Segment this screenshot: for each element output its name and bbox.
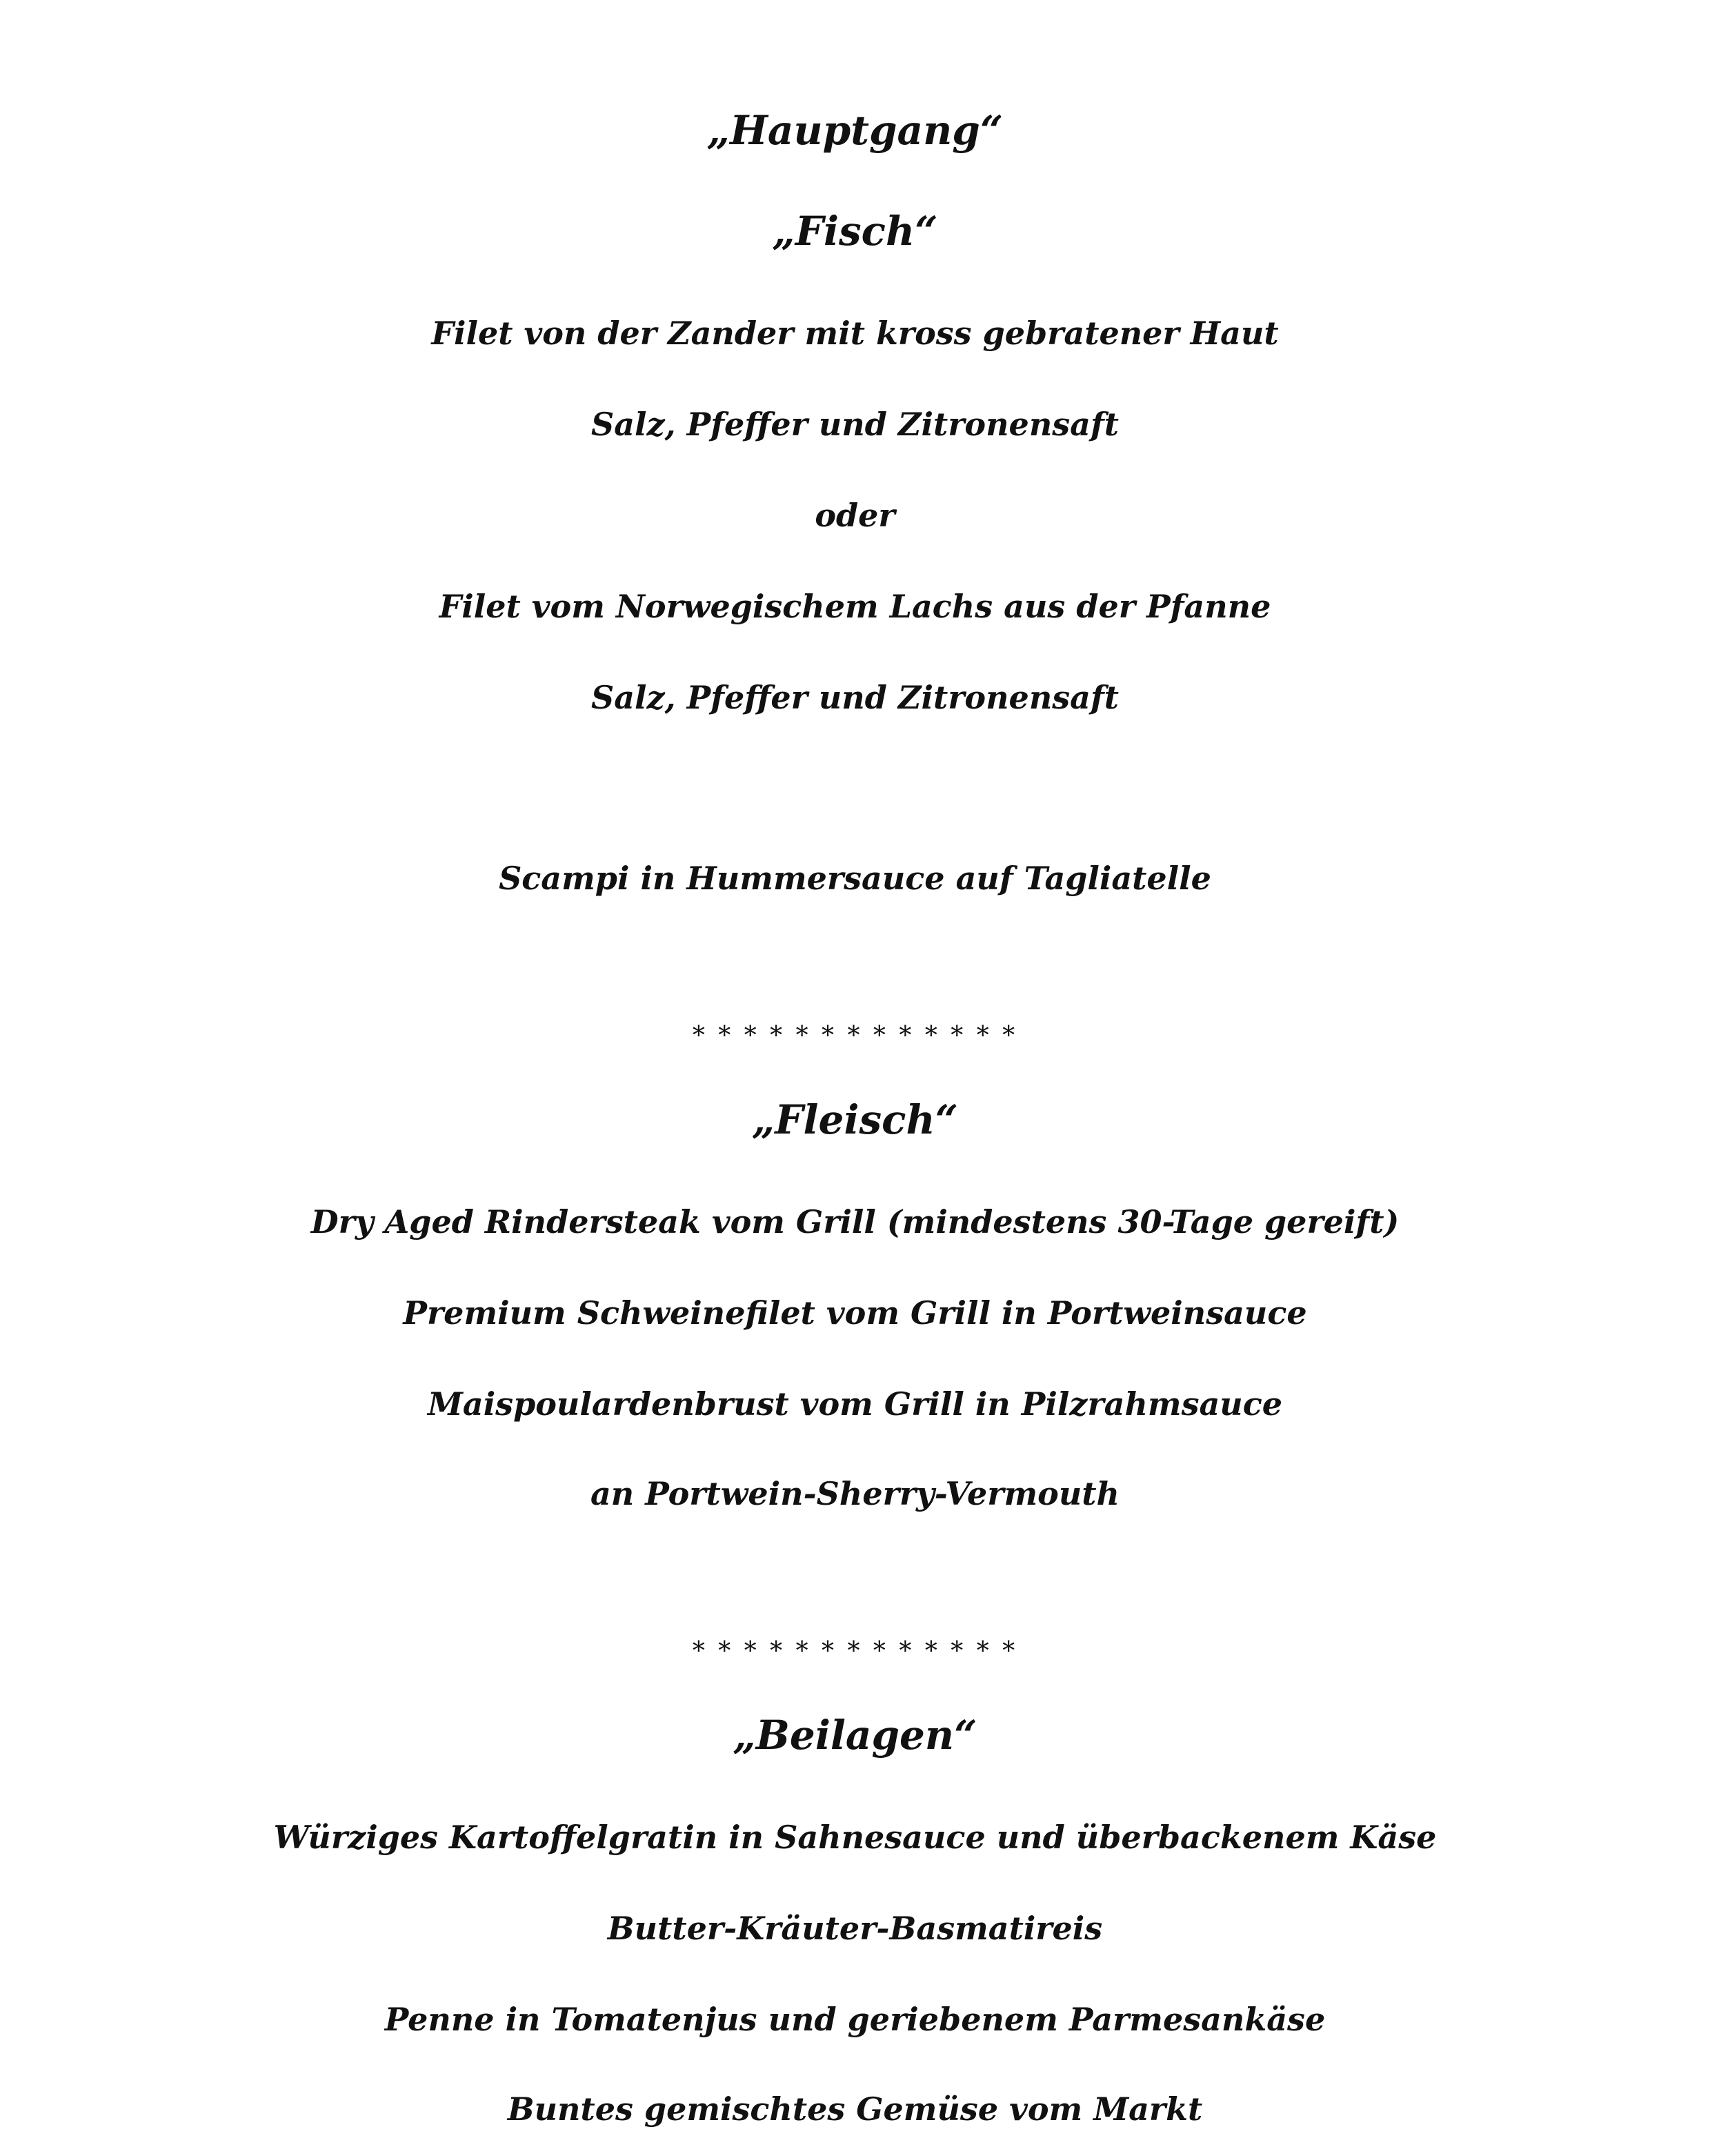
fish-heading: „Fisch“ (772, 208, 938, 255)
fish-item-seasoning-1: Salz, Pfeffer und Zitronensaft (590, 406, 1120, 443)
fish-item-lachs: Filet vom Norwegischem Lachs aus der Pfanne (439, 588, 1271, 625)
fish-item-seasoning-2: Salz, Pfeffer und Zitronensaft (590, 679, 1120, 716)
separator: * * * * * * * * * * * * * (692, 1637, 1018, 1665)
fish-item-zander: Filet von der Zander mit kross gebratener Haut (431, 315, 1279, 352)
fish-item-oder: oder (815, 497, 895, 534)
meat-heading: „Fleisch“ (751, 1096, 958, 1143)
meat-item-maispoularde: Maispoulardenbrust vom Grill in Pilzrahmsauce (427, 1385, 1282, 1423)
sides-item-basmatireis: Butter-Kräuter-Basmatireis (607, 1910, 1103, 1947)
meat-item-schweinefilet: Premium Schweinefilet vom Grill in Portweinsauce (403, 1294, 1307, 1332)
sides-item-kartoffelgratin: Würziges Kartoffelgratin in Sahnesauce und überbackenem Käse (273, 1819, 1437, 1856)
meat-item-portwein: an Portwein-Sherry-Vermouth (590, 1475, 1120, 1512)
sides-heading: „Beilagen“ (733, 1712, 977, 1759)
sides-item-penne: Penne in Tomatenjus und geriebenem Parmesankäse (384, 2001, 1326, 2038)
main-course-heading: „Hauptgang“ (706, 107, 1004, 154)
separator: * * * * * * * * * * * * * (692, 1022, 1018, 1050)
fish-item-scampi: Scampi in Hummersauce auf Tagliatelle (499, 860, 1211, 897)
sides-item-gemuese: Buntes gemischtes Gemüse vom Markt (507, 2090, 1203, 2128)
meat-item-rindersteak: Dry Aged Rindersteak vom Grill (mindestens 30-Tage gereift) (310, 1203, 1400, 1240)
